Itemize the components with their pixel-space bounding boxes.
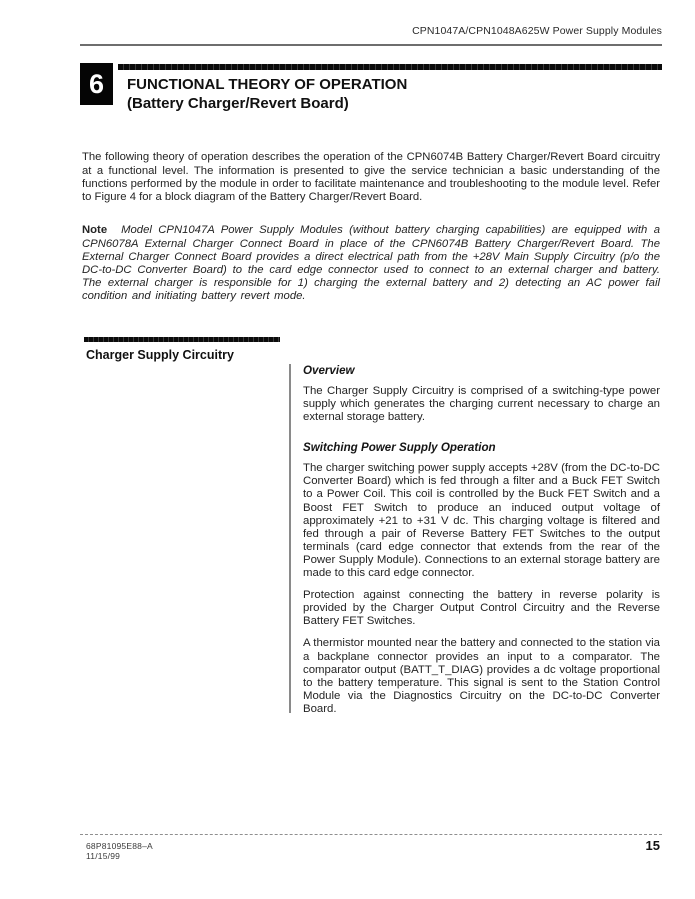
chapter-title-bar — [118, 64, 662, 70]
note-paragraph — [82, 224, 660, 303]
footer-page-number: 15 — [645, 838, 660, 853]
switching-paragraph-1: The charger switching power supply accepts +28V (from the DC-to-DC Converter Board) which is fed through a filter and a Buck FET Switch to a Power Coil. This coil is controlled by the Buck FET Switch and a Boost FET Switch to produce an induced output voltage of approximately +21 to +31 V dc. This charging voltage is filtered and fed through a pair of Reverse Battery FET Switches to the output terminals (card edge connector that extends from the rear of the Power Supply Module). Connections to an external storage battery are made to this card edge connector. — [303, 462, 660, 580]
switching-paragraph-3: A thermistor mounted near the battery and connected to the station via a backplane connector provides an input to a comparator. The comparator output (BATT_T_DIAG) provides a dc voltage proportional to the battery temperature. This signal is sent to the Station Control Module via the Diagnostics Circuitry on the DC-to-DC Converter Board. — [303, 637, 660, 715]
note-text: Model CPN1047A Power Supply Modules (without battery charging capabilities) are equipped with a CPN6078A External Charger Connect Board in place of the CPN6074B Battery Charger/Revert Board. The External Charger Connect Board provides a direct electrical path from the +28V Main Supply Circuitry (p/o the DC-to-DC Converter Board) to the card edge connector used to connect to an external charger and battery. The external charger is responsible for 1) charging the external battery and 2) detecting an AC power fail condition and initiating battery revert mode. — [82, 224, 660, 303]
running-header: CPN1047A/CPN1048A625W Power Supply Modules — [412, 25, 662, 37]
switching-paragraph-2: Protection against connecting the battery in reverse polarity is provided by the Charger Output Control Circuitry and the Reverse Battery FET Switches. — [303, 589, 660, 628]
section-heading: Charger Supply Circuitry — [86, 348, 234, 362]
chapter-number: 6 — [80, 63, 113, 105]
chapter-title-line2: (Battery Charger/Revert Board) — [127, 95, 349, 112]
subsection-heading-overview: Overview — [303, 364, 355, 377]
footer-doc-info — [86, 841, 153, 861]
header-rule — [80, 44, 662, 46]
footer-doc-number: 68P81095E88–A — [86, 841, 153, 851]
chapter-title-line1: FUNCTIONAL THEORY OF OPERATION — [127, 76, 408, 93]
intro-paragraph: The following theory of operation describes the operation of the CPN6074B Battery Charger/Revert Board circuitry at a functional level. The information is presented to give the service technician a basic understanding of the functions performed by the module in order to facilitate maintenance and troubleshooting to the module level. Refer to Figure 4 for a block diagram of the Battery Charger/Revert Board. — [82, 151, 660, 203]
note-label: Note — [82, 224, 108, 237]
overview-paragraph: The Charger Supply Circuitry is comprised of a switching-type power supply which generates the charging current necessary to charge an external storage battery. — [303, 385, 660, 424]
chapter-banner — [80, 63, 662, 113]
column-divider — [289, 364, 291, 713]
footer-date: 11/15/99 — [86, 851, 121, 861]
footer-rule — [80, 834, 662, 835]
subsection-heading-switching: Switching Power Supply Operation — [303, 441, 496, 455]
section-body-column — [303, 364, 660, 725]
section-heading-bar — [84, 337, 280, 342]
chapter-title — [80, 63, 662, 113]
